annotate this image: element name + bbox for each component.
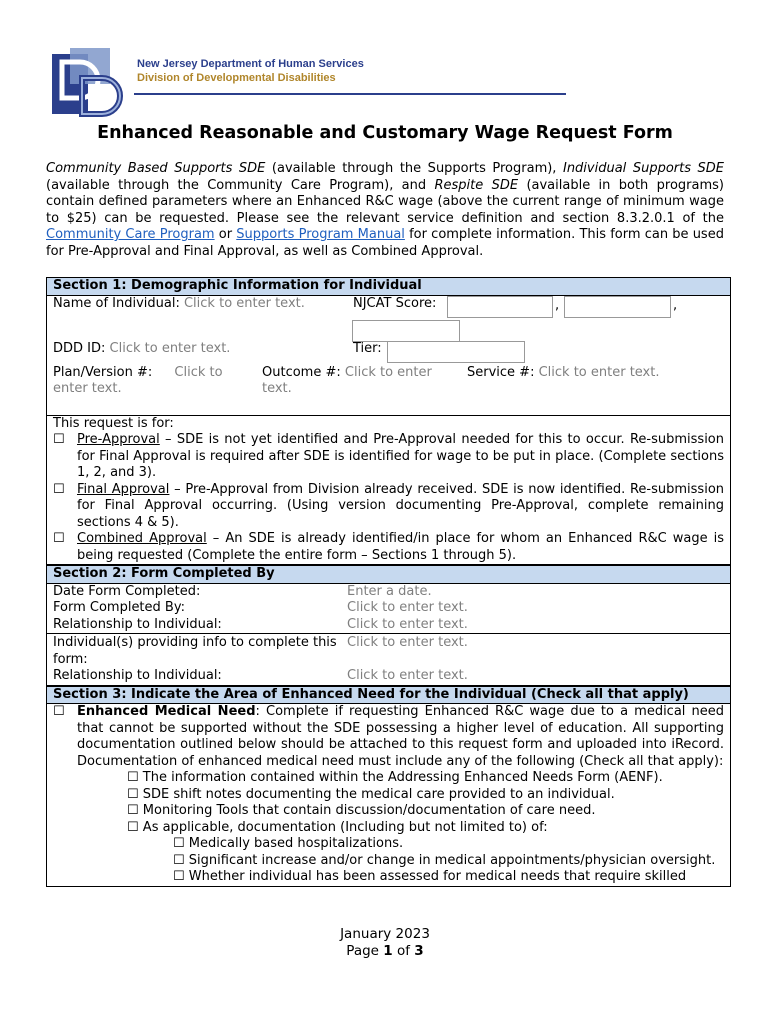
intro-paragraph [46,161,724,260]
page-word: Page [346,943,379,959]
tier-label: Tier: [353,340,382,356]
info-relationship-label: Relationship to Individual: [53,668,222,683]
supports-program-manual-link[interactable]: Supports Program Manual [236,227,405,242]
assessed-checkbox[interactable]: ☐ [173,869,185,884]
info-relationship-field[interactable]: Click to enter text. [347,668,468,683]
relationship-field[interactable]: Click to enter text. [347,616,468,632]
ddd-logo [52,48,132,118]
page-number [0,943,770,960]
section1-header: Section 1: Demographic Information for Individual [47,278,730,296]
service-field[interactable]: Click to enter text. [538,364,660,380]
doc-item-aenf [53,770,724,787]
enhanced-medical-need-text: : Complete if requesting Enhanced R&C wage due to a medical need that cannot be supported without the SDE possessing a higher level of education. All supporting documentation outlined below should be attached to this request form and uploaded into iRecord. Documentation of enhanced medical need must include any of the following (Check all that apply): [77,704,724,769]
division-name: Division of Developmental Disabilities [137,72,336,84]
sub-item-text: Whether individual has been assessed for medical needs that require skilled [188,869,687,884]
completed-by-label: Form Completed By: [53,600,185,615]
demographics-block [47,296,730,416]
plan-field[interactable]: enter text. [53,381,122,396]
date-field[interactable]: Enter a date. [347,583,432,599]
intro-text: Community Based Supports SDE [46,161,266,176]
comma: , [673,297,678,313]
name-field[interactable]: Click to enter text. [183,295,305,311]
name-label: Name of Individual: [53,295,180,311]
shift-notes-checkbox[interactable]: ☐ [127,786,139,802]
doc-item-text: The information contained within the Addressing Enhanced Needs Form (AENF). [142,770,663,785]
intro-text: (available through the Supports Program), [265,161,563,176]
final-approval-name: Final Approval [77,481,170,497]
option-combined-approval [53,531,724,564]
intro-text: (available in both programs) contain defined parameters where an Enhanced R&C wage (above the current range of minimum wage to $25) can be requested. Please see the relevant service definition and section 8.3.2.0.1 of the [46,177,724,226]
njcat-score-field-2[interactable] [564,296,671,318]
completed-by-field[interactable]: Click to enter text. [347,600,468,615]
info-provider-label: Individual(s) providing info to complete this form: [53,635,337,667]
intro-text: for complete information. This form can be used for Pre-Approval and Final Approval, as well as Combined Approval. [46,227,724,259]
enhanced-need-block [47,704,730,886]
aenf-checkbox[interactable]: ☐ [127,770,139,785]
section3-header: Section 3: Indicate the Area of Enhanced Need for the Individual (Check all that apply) [47,686,730,705]
relationship-label: Relationship to Individual: [53,616,222,632]
intro-text: or [214,227,237,242]
enhanced-medical-need-title: Enhanced Medical Need [77,704,256,719]
department-name: New Jersey Department of Human Services [137,58,364,70]
intro-text: (available through the Community Care Program), and [46,177,435,193]
completed-by-block [47,584,730,635]
hospitalizations-checkbox[interactable]: ☐ [173,836,185,851]
sub-item-appointments [53,853,724,870]
as-applicable-checkbox[interactable]: ☐ [127,819,139,835]
enhanced-medical-need-checkbox[interactable]: ☐ [53,704,65,719]
tier-field[interactable] [387,341,525,363]
ddd-id-field[interactable]: Click to enter text. [109,340,231,356]
monitoring-tools-checkbox[interactable]: ☐ [127,803,139,818]
agency-name [137,57,364,85]
ddd-id-label: DDD ID: [53,340,106,356]
of-word: of [396,943,410,959]
intro-text: Individual Supports SDE [562,161,725,176]
plan-field[interactable]: Click to [174,364,223,380]
footer-date: January 2023 [340,926,430,942]
page-num: 1 [383,943,393,959]
combined-approval-checkbox[interactable]: ☐ [53,531,65,546]
outcome-label: Outcome #: [262,364,341,380]
doc-item-as-applicable [53,820,724,837]
combined-approval-text: – An SDE is already identified/in place for whom an Enhanced R&C wage is being requested (Complete the entire form – Sections 1 through 5). [77,531,724,563]
page-footer [0,926,770,960]
option-pre-approval [53,432,724,482]
request-label: This request is for: [53,415,174,431]
doc-item-monitoring-tools [53,803,724,820]
community-care-program-link[interactable]: Community Care Program [46,227,215,242]
doc-item-text: SDE shift notes documenting the medical care provided to an individual. [142,786,615,802]
outcome-field[interactable]: Click to enter [344,364,432,380]
service-label: Service #: [467,364,535,380]
combined-approval-name: Combined Approval [77,531,207,546]
section2-header: Section 2: Form Completed By [47,565,730,584]
header-rule [134,93,566,95]
page-total: 3 [414,943,424,959]
appointments-checkbox[interactable]: ☐ [173,852,185,868]
enhanced-medical-need-option [53,704,724,770]
request-form-table [46,277,731,887]
intro-text: Respite SDE [434,177,519,193]
njcat-score-field-1[interactable] [447,296,553,318]
form-title: Enhanced Reasonable and Customary Wage Request Form [97,123,673,143]
doc-item-text: Monitoring Tools that contain discussion/documentation of care need. [142,803,596,818]
sub-item-text: Significant increase and/or change in medical appointments/physician oversight. [188,852,716,868]
info-provider-field[interactable]: Click to enter text. [347,635,468,650]
sub-item-text: Medically based hospitalizations. [188,836,404,851]
sub-item-hospitalizations [53,836,724,853]
njcat-score-field-3[interactable] [352,320,460,342]
doc-item-text: As applicable, documentation (Including but not limited to) of: [142,819,548,835]
doc-item-shift-notes [53,787,724,804]
info-provider-block [47,634,730,686]
final-approval-text: – Pre-Approval from Division already received. SDE is now identified. Re-submission for Final Approval occurring. (Using version documenting Pre-Approval, complete remaining sections 4 & 5). [77,481,725,530]
pre-approval-checkbox[interactable]: ☐ [53,432,65,447]
option-final-approval [53,482,724,532]
pre-approval-text: – SDE is not yet identified and Pre-Approval needed for this to occur. Re-submission for Final Approval is required after SDE is identified for wage to be put in place. (Complete sections 1, 2, and 3). [77,432,724,480]
final-approval-checkbox[interactable]: ☐ [53,481,65,497]
njcat-label: NJCAT Score: [353,295,437,311]
plan-label: Plan/Version #: [53,364,153,380]
date-label: Date Form Completed: [53,583,201,599]
pre-approval-name: Pre-Approval [77,432,160,447]
request-type-block [47,416,730,566]
sub-item-assessed [53,869,724,886]
comma: , [555,297,560,313]
outcome-field[interactable]: text. [262,381,292,396]
